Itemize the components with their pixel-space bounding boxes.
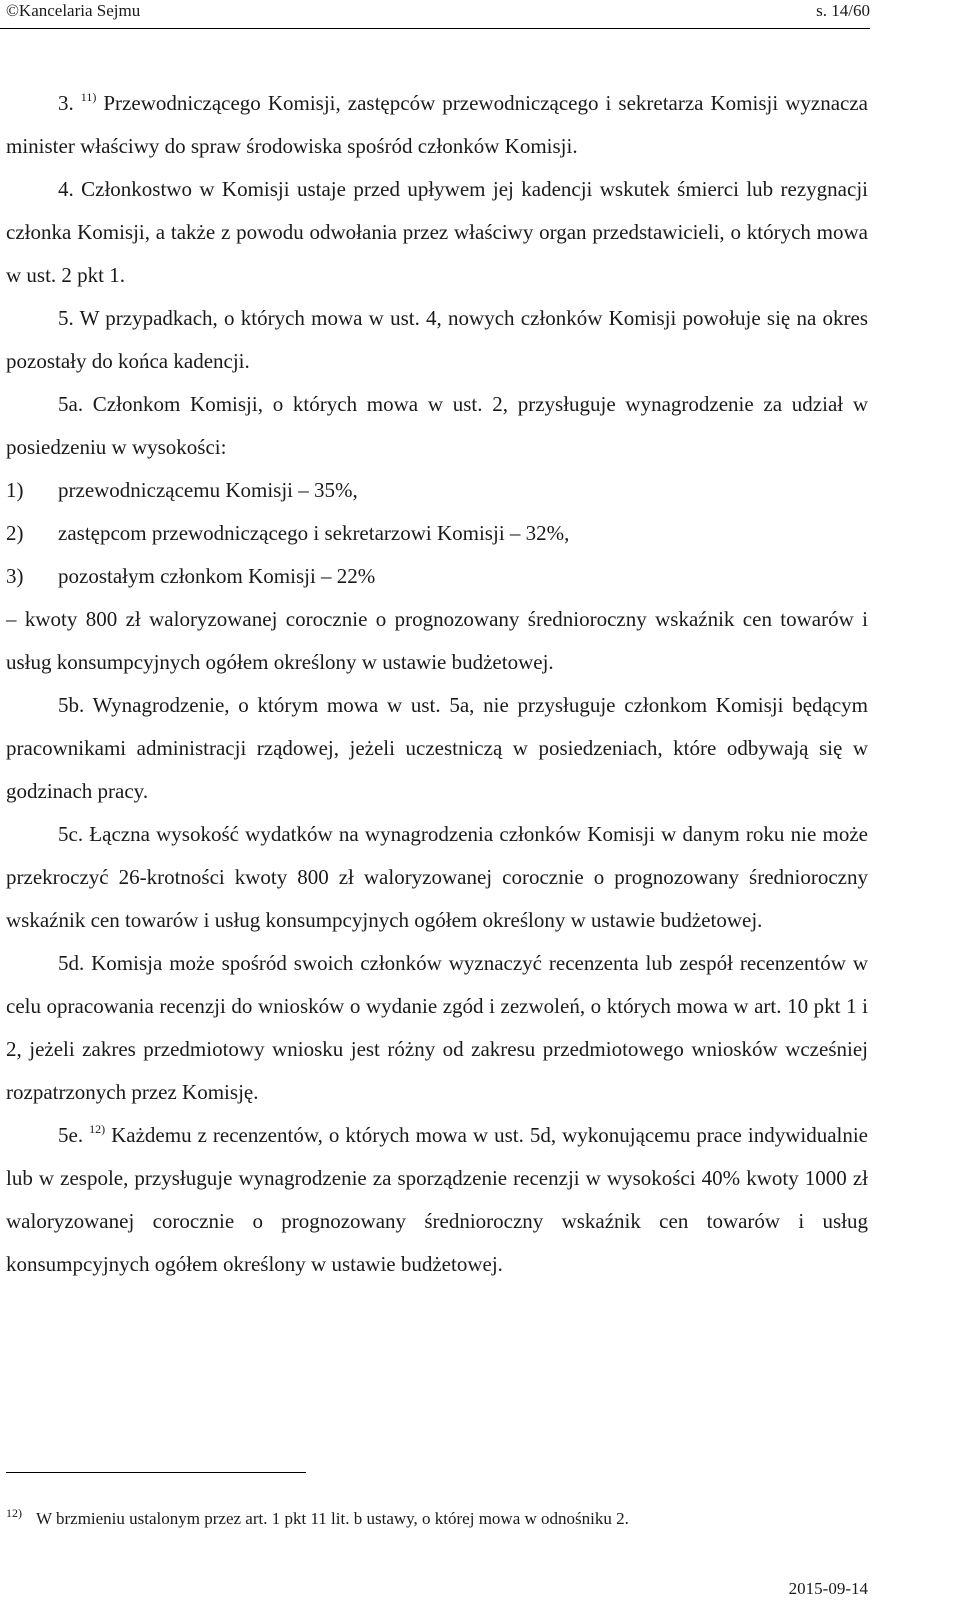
paragraph-number: 5b. (58, 693, 85, 717)
paragraph-3 (6, 82, 868, 168)
footnote-reference: 12) (89, 1122, 106, 1136)
paragraph-text: Członkostwo w Komisji ustaje przed upływem jej kadencji wskutek śmierci lub rezygnacji członka Komisji, a także z powodu odwołania przez właściwy organ przedstawicieli, o których mowa w ust. 2 pkt 1. (6, 177, 868, 287)
header-page-number: s. 14/60 (816, 1, 870, 20)
paragraph-number: 5e. (58, 1123, 84, 1147)
paragraph-number: 5d. (58, 951, 85, 975)
list-item (6, 469, 868, 512)
paragraph-5 (6, 297, 868, 383)
paragraph-text: Komisja może spośród swoich członków wyznaczyć recenzenta lub zespół recenzentów w celu opracowania recenzji do wniosków o wydanie zgód i zezwoleń, o których mowa w art. 10 pkt 1 i 2, jeżeli zakres przedmiotowy wniosku jest różny od zakresu przedmiotowego wniosków wcześniej rozpatrzonych przez Komisję. (6, 951, 868, 1104)
footnote-text: W brzmieniu ustalonym przez art. 1 pkt 11 lit. b ustawy, o której mowa w odnośniku 2. (36, 1509, 629, 1528)
paragraph-5c (6, 813, 868, 942)
paragraph-5a-tail: – kwoty 800 zł waloryzowanej corocznie o prognozowany średnioroczny wskaźnik cen towarów i usług konsumpcyjnych ogółem określony w ustawie budżetowej. (6, 607, 868, 674)
paragraph-4 (6, 168, 868, 297)
paragraph-number: 4. (58, 177, 74, 201)
list-item-number: 2) (6, 521, 24, 545)
paragraph-text: Łączna wysokość wydatków na wynagrodzenia członków Komisji w danym roku nie może przekroczyć 26-krotności kwoty 800 zł waloryzowanej corocznie o prognozowany średnioroczny wskaźnik cen towarów i usług konsumpcyjnych ogółem określony w ustawie budżetowej. (6, 822, 868, 932)
footnote-separator (6, 1472, 306, 1473)
paragraph-text: W przypadkach, o których mowa w ust. 4, nowych członków Komisji powołuje się na okres pozostały do końca kadencji. (6, 306, 868, 373)
paragraph-5e (6, 1114, 868, 1286)
paragraph-text: Członkom Komisji, o których mowa w ust. 2, przysługuje wynagrodzenie za udział w posiedzeniu w wysokości: (6, 392, 868, 459)
page-header (0, 0, 870, 29)
list-item (6, 512, 868, 555)
footnote (6, 1502, 868, 1530)
list-item (6, 555, 868, 598)
list-item-number: 1) (6, 478, 24, 502)
paragraph-5d (6, 942, 868, 1114)
paragraph-number: 3. (58, 91, 74, 115)
list-item-text: pozostałym członkom Komisji – 22% (58, 564, 376, 588)
list-item-text: przewodniczącemu Komisji – 35%, (58, 478, 358, 502)
document-body (6, 82, 868, 1286)
paragraph-text: Przewodniczącego Komisji, zastępców przewodniczącego i sekretarza Komisji wyznacza minister właściwy do spraw środowiska spośród członków Komisji. (6, 91, 868, 158)
paragraph-text: Wynagrodzenie, o którym mowa w ust. 5a, nie przysługuje członkom Komisji będącym pracownikami administracji rządowej, jeżeli uczestniczą w posiedzeniach, które odbywają się w godzinach pracy. (6, 693, 868, 803)
paragraph-text: Każdemu z recenzentów, o których mowa w ust. 5d, wykonującemu prace indywidualnie lub w zespole, przysługuje wynagrodzenie za sporządzenie recenzji w wysokości 40% kwoty 1000 zł waloryzowanej corocznie o prognozowany średnioroczny wskaźnik cen towarów i usług konsumpcyjnych ogółem określony w ustawie budżetowej. (6, 1123, 869, 1276)
footnote-reference: 11) (80, 90, 97, 104)
paragraph-number: 5a. (58, 392, 84, 416)
list-item-text: zastępcom przewodniczącego i sekretarzowi Komisji – 32%, (58, 521, 570, 545)
list-item-number: 3) (6, 564, 24, 588)
footnote-mark: 12) (6, 1506, 22, 1520)
paragraph-5b (6, 684, 868, 813)
header-publisher: ©Kancelaria Sejmu (6, 1, 141, 20)
footer-date: 2015-09-14 (788, 1579, 868, 1598)
paragraph-number: 5c. (58, 822, 84, 846)
paragraph-5a (6, 383, 868, 469)
paragraph-number: 5. (58, 306, 74, 330)
